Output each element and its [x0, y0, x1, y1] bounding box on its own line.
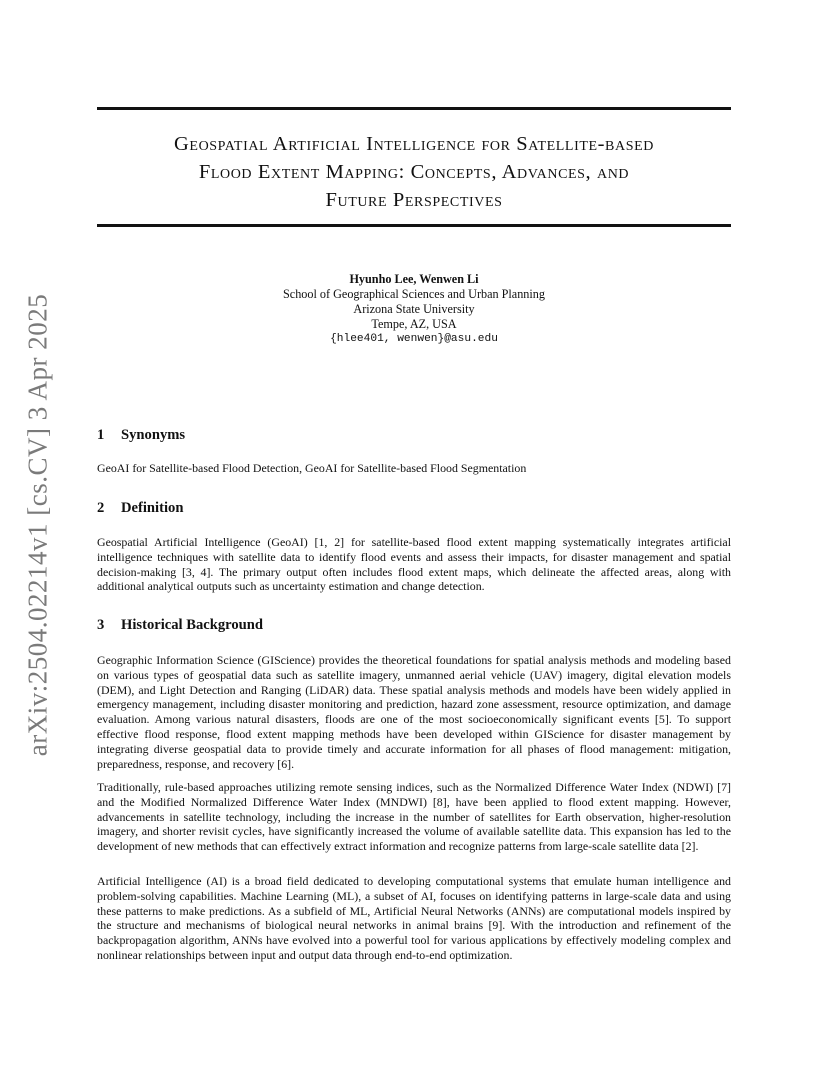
- section-title: Synonyms: [121, 427, 186, 443]
- author-block: [97, 272, 731, 347]
- section-number: 3: [97, 617, 105, 633]
- author-names: Hyunho Lee, Wenwen Li: [349, 272, 479, 286]
- historical-paragraph-2: Traditionally, rule-based approaches utilizing remote sensing indices, such as the Normalized Difference Water Index (NDWI) [7] and the Modified Normalized Difference Water Index (MNDWI) [8], have been applied to flood extent mapping. However, advancements in satellite technology, including the increase in the number of satellites for Earth observation, higher-resolution imagery, and shorter revisit cycles, have significantly increased the volume of available satellite data. This expansion has led to the development of new methods that can effectively extract information and recognize patterns from large-scale satellite data [2].: [97, 780, 731, 854]
- arxiv-stamp: [20, 290, 56, 760]
- historical-paragraph-3: Artificial Intelligence (AI) is a broad field dedicated to developing computational systems that emulate human intelligence and problem-solving capabilities. Machine Learning (ML), a subset of AI, focuses on identifying patterns in large-scale data and using these patterns to make predictions. As a subfield of ML, Artificial Neural Networks (ANNs) are computational models inspired by the structure and mechanisms of biological neural networks in animal brains [9]. With the introduction and refinement of the backpropagation algorithm, ANNs have evolved into a powerful tool for various applications by effectively modeling complex and nonlinear relationships between input and output data through end-to-end optimization.: [97, 874, 731, 962]
- definition-paragraph: Geospatial Artificial Intelligence (GeoAI) [1, 2] for satellite-based flood extent mapping systematically integrates artificial intelligence techniques with satellite data to identify flood events and assess their impacts, for disaster management and spatial decision-making [3, 4]. The primary output often includes flood extent maps, which delineate the affected areas, along with additional analytical outputs such as uncertainty estimation and change detection.: [97, 535, 731, 594]
- section-title: Definition: [121, 500, 184, 516]
- paper-title: [97, 130, 731, 214]
- section-number: 1: [97, 427, 105, 443]
- synonyms-paragraph: GeoAI for Satellite-based Flood Detection, GeoAI for Satellite-based Flood Segmentation: [97, 461, 527, 475]
- title-rule-top: [97, 107, 731, 110]
- title-rule-bottom: [97, 224, 731, 227]
- title-line-2: Flood Extent Mapping: Concepts, Advances, and: [198, 161, 630, 183]
- section-heading-synonyms: [97, 427, 185, 444]
- author-affiliation-university: Arizona State University: [353, 302, 475, 316]
- section-number: 2: [97, 500, 105, 516]
- historical-paragraph-1: Geographic Information Science (GIScience) provides the theoretical foundations for spatial analysis methods and modeling based on various types of geospatial data such as satellite imagery, unmanned aerial vehicle (UAV) imagery, digital elevation models (DEM), and Light Detection and Ranging (LiDAR) data. These spatial analysis methods and models have been widely applied in emergency management, including disaster monitoring and prediction, hazard zone assessment, resource optimization, and damage evaluation. Among various natural disasters, floods are one of the most socioeconomically significant events [5]. To support effective flood response, flood extent mapping methods have been developed within GIScience for disaster management by integrating diverse geospatial data to provide timely and accurate information for all phases of flood management: mitigation, preparedness, response, and recovery [6].: [97, 653, 731, 771]
- section-title: Historical Background: [121, 617, 264, 633]
- author-location: Tempe, AZ, USA: [371, 317, 457, 331]
- author-affiliation-school: School of Geographical Sciences and Urban Planning: [283, 287, 545, 301]
- arxiv-stamp-text: arXiv:2504.02214v1 [cs.CV] 3 Apr 2025: [22, 293, 53, 757]
- section-heading-definition: [97, 500, 183, 517]
- title-line-1: Geospatial Artificial Intelligence for Satellite-based: [174, 133, 654, 155]
- author-email: {hlee401, wenwen}@asu.edu: [330, 333, 498, 345]
- title-line-3: Future Perspectives: [325, 189, 503, 211]
- section-heading-historical-background: [97, 617, 263, 634]
